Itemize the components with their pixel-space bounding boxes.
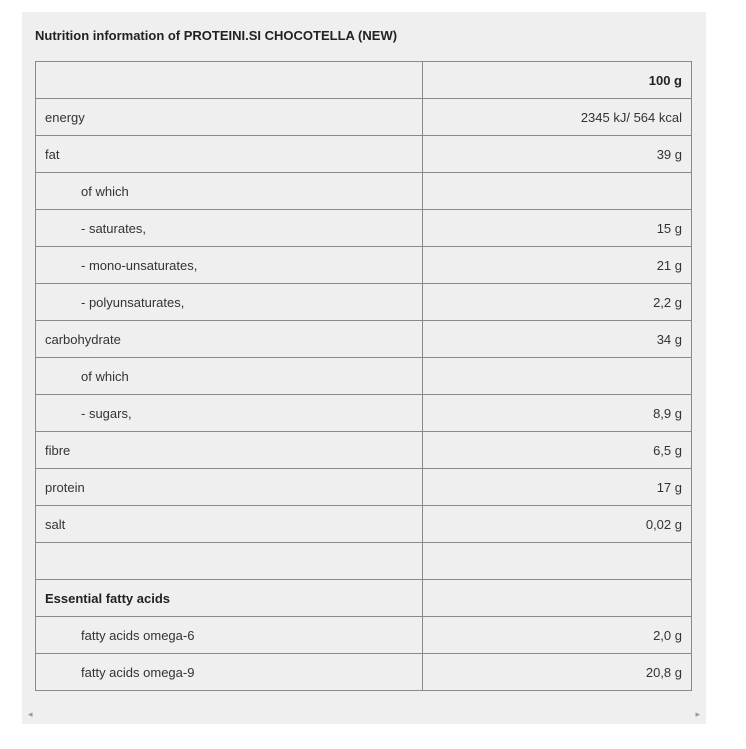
table-row	[36, 506, 692, 543]
table-header-row	[36, 62, 692, 99]
row-label: salt	[36, 506, 423, 543]
row-value: 20,8 g	[422, 654, 691, 691]
row-value: 34 g	[422, 321, 691, 358]
row-value: 6,5 g	[422, 432, 691, 469]
table-row	[36, 432, 692, 469]
table-row	[36, 321, 692, 358]
row-label: - polyunsaturates,	[36, 284, 423, 321]
row-label: fatty acids omega-9	[36, 654, 423, 691]
row-label: of which	[36, 358, 423, 395]
table-section-row	[36, 580, 692, 617]
row-value: 21 g	[422, 247, 691, 284]
table-row	[36, 210, 692, 247]
table-row	[36, 654, 692, 691]
section-label: Essential fatty acids	[36, 580, 423, 617]
row-label: - saturates,	[36, 210, 423, 247]
row-value: 15 g	[422, 210, 691, 247]
row-label: fat	[36, 136, 423, 173]
row-label: fatty acids omega-6	[36, 617, 423, 654]
row-label: carbohydrate	[36, 321, 423, 358]
table-row	[36, 469, 692, 506]
row-value: 2,0 g	[422, 617, 691, 654]
row-value	[422, 358, 691, 395]
row-value: 2345 kJ/ 564 kcal	[422, 99, 691, 136]
row-label: fibre	[36, 432, 423, 469]
row-label	[36, 543, 423, 580]
nutrition-panel	[22, 12, 706, 724]
scroll-left-arrow-icon[interactable]: ◂	[28, 709, 33, 719]
table-row	[36, 247, 692, 284]
table-row	[36, 395, 692, 432]
row-value: 17 g	[422, 469, 691, 506]
nutrition-table	[35, 61, 692, 691]
table-row	[36, 617, 692, 654]
table-row	[36, 173, 692, 210]
row-value: 39 g	[422, 136, 691, 173]
row-label: - mono-unsaturates,	[36, 247, 423, 284]
row-label: protein	[36, 469, 423, 506]
table-row	[36, 136, 692, 173]
header-label-cell	[36, 62, 423, 99]
table-row-empty	[36, 543, 692, 580]
table-row	[36, 284, 692, 321]
row-value	[422, 580, 691, 617]
table-row	[36, 358, 692, 395]
scroll-right-arrow-icon[interactable]: ▸	[695, 709, 700, 719]
row-value	[422, 543, 691, 580]
row-value: 8,9 g	[422, 395, 691, 432]
table-row	[36, 99, 692, 136]
row-label: of which	[36, 173, 423, 210]
row-value: 0,02 g	[422, 506, 691, 543]
page-title: Nutrition information of PROTEINI.SI CHOCOTELLA (NEW)	[35, 28, 398, 43]
row-label: - sugars,	[36, 395, 423, 432]
row-label: energy	[36, 99, 423, 136]
row-value	[422, 173, 691, 210]
row-value: 2,2 g	[422, 284, 691, 321]
header-value-cell: 100 g	[422, 62, 691, 99]
